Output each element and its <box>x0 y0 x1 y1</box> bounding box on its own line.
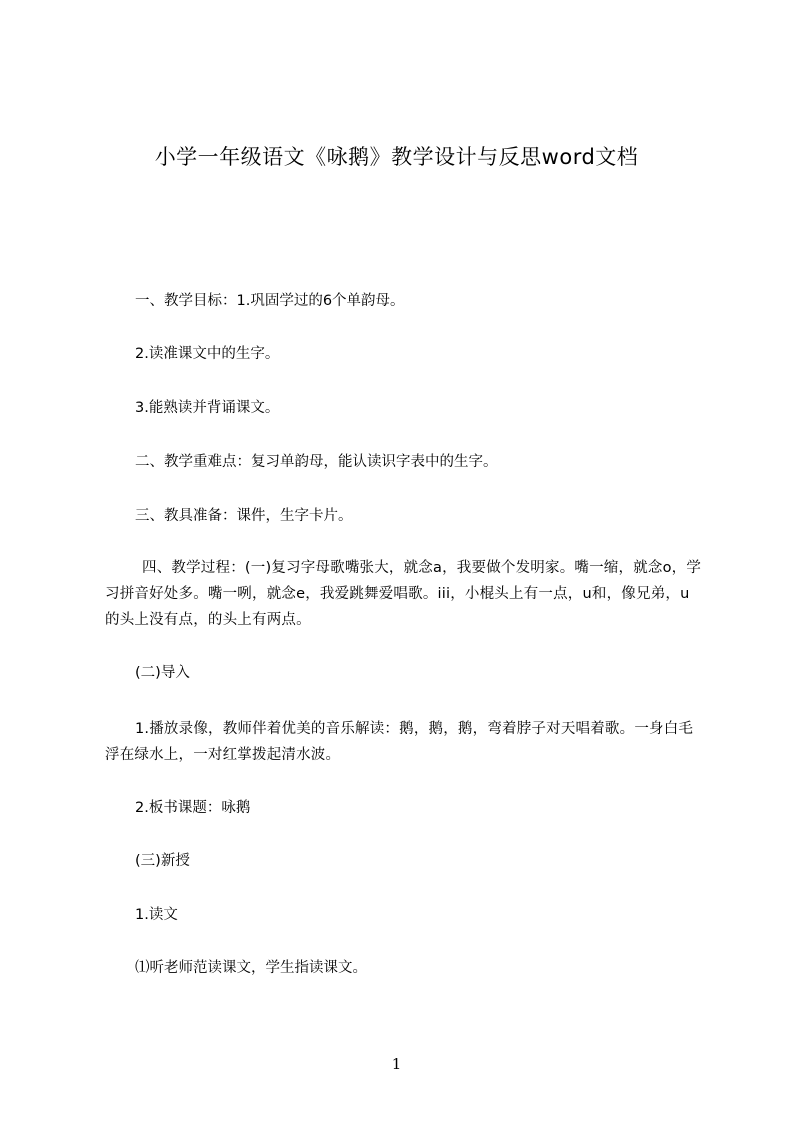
paragraph-read-text: 1.读文 <box>135 907 178 923</box>
paragraph-goal-2: 2.读准课文中的生字。 <box>135 346 280 362</box>
page-number: 1 <box>391 1055 402 1073</box>
paragraph-listen-teacher: ⑴听老师范读课文，学生指读课文。 <box>135 960 367 976</box>
paragraph-board-title: 2.板书课题：咏鹅 <box>135 800 251 816</box>
paragraph-teaching-goal: 一、教学目标：1.巩固学过的6个单韵母。 <box>135 293 405 309</box>
paragraph-introduction-heading: (二)导入 <box>135 665 190 681</box>
paragraph-key-difficulties: 二、教学重难点：复习单韵母，能认读识字表中的生字。 <box>135 454 498 470</box>
document-title: 小学一年级语文《咏鹅》教学设计与反思word文档 <box>154 145 639 169</box>
paragraph-play-video: 1.播放录像，教师伴着优美的音乐解读：鹅，鹅，鹅，弯着脖子对天唱着歌。一身白毛浮在绿水上，一对红掌拨起清水波。 <box>105 721 694 763</box>
paragraph-teaching-process: 四、教学过程：(一)复习字母歌嘴张大，就念a，我要做个发明家。嘴一缩，就念o，学习拼音好处多。嘴一咧，就念e，我爱跳舞爱唱歌。iii，小棍头上有一点，u和，像兄弟，u的头上没有点，的头上有两点。 <box>105 560 702 628</box>
paragraph-goal-3: 3.能熟读并背诵课文。 <box>135 400 280 416</box>
paragraph-new-lesson-heading: (三)新授 <box>135 853 190 869</box>
paragraph-teaching-aids: 三、教具准备：课件，生字卡片。 <box>135 508 353 524</box>
